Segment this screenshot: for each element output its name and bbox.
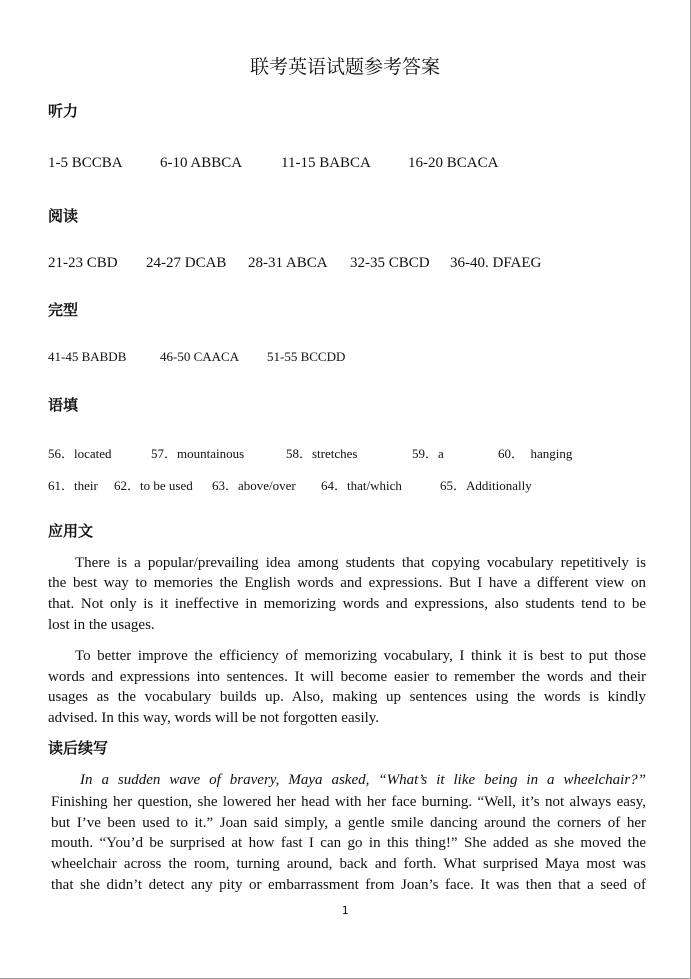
- heading-reading: 阅读: [48, 207, 79, 225]
- answer-group: 46-50 CAACA: [160, 349, 240, 364]
- answer-item: 57．mountainous: [151, 446, 245, 461]
- cloze-answers: [48, 333, 345, 365]
- paragraph-line: There is a popular/prevailing idea among students that copying vocabulary repetitively is: [75, 555, 646, 571]
- answer-item: 65．Additionally: [440, 478, 532, 493]
- answer-group: 28-31 ABCA: [248, 255, 328, 271]
- heading-cloze: 完型: [48, 301, 79, 319]
- answer-group: 6-10 ABBCA: [160, 155, 243, 171]
- paragraph-line: that. Not only is it ineffective in memorizing words and expressions, also students tend to be: [48, 596, 646, 612]
- paragraph-line: In a sudden wave of bravery, Maya asked, “What’s it like being in a wheelchair?”: [80, 772, 646, 788]
- answer-group: 21-23 CBD: [48, 255, 118, 271]
- paragraph-line: To better improve the efficiency of memorizing vocabulary, I think it is best to put those: [75, 648, 646, 664]
- paragraph-line: wheelchair across the room, turning around, back and forth. What surprised Maya most was: [51, 856, 646, 872]
- page-title: 联考英语试题参考答案: [249, 56, 440, 78]
- answer-item: 61．their: [48, 478, 98, 493]
- answer-item: 59．a: [412, 446, 444, 461]
- answer-group: 11-15 BABCA: [281, 155, 371, 171]
- listening-answers: [48, 138, 498, 172]
- paragraph-line: but I’ve been used to it.” Joan said simply, a gentle smile dancing around the corners of her: [51, 815, 646, 831]
- reading-answers: [48, 238, 541, 272]
- answer-group: 51-55 BCCDD: [267, 349, 346, 364]
- paragraph-line: mouth. “You’d be surprised at how fast I can go in this thing!” She added as she moved the: [51, 835, 646, 851]
- answer-group: 16-20 BCACA: [408, 155, 499, 171]
- heading-writing: 应用文: [48, 522, 94, 540]
- heading-continuation: 读后续写: [48, 739, 109, 757]
- answer-group: 24-27 DCAB: [146, 255, 227, 271]
- answer-group: 32-35 CBCD: [350, 255, 430, 271]
- paragraph-line: Finishing her question, she lowered her head with her face burning. “Well, it’s not always easy,: [51, 794, 646, 810]
- grammar-answers-row2: [48, 459, 532, 494]
- answer-item: 63．above/over: [212, 478, 296, 493]
- heading-grammar: 语填: [48, 396, 79, 414]
- answer-group: 41-45 BABDB: [48, 349, 127, 364]
- answer-group: 1-5 BCCBA: [48, 155, 123, 171]
- answer-item: 60． hanging: [498, 446, 573, 461]
- page-number: 1: [341, 904, 349, 917]
- paragraph-line: words and expressions into sentences. It will become easier to remember the words and their: [48, 669, 646, 685]
- grammar-answers-row1: [48, 427, 572, 462]
- paragraph-line: usages as the vocabulary builds up. Also, making up sentences using the words is kindly: [48, 689, 646, 705]
- answer-group: 36-40. DFAEG: [450, 255, 542, 271]
- answer-item: 62．to be used: [114, 478, 193, 493]
- paragraph-line: that she didn’t detect any pity or embarrassment from Joan’s face. It was then that a seed of: [51, 877, 646, 893]
- paragraph-line: lost in the usages.: [48, 617, 155, 633]
- paragraph-line: advised. In this way, words will be not forgotten easily.: [48, 710, 380, 726]
- paragraph-line: the best way to memories the English words and expressions. But I have a different view on: [48, 575, 646, 591]
- heading-listening: 听力: [48, 102, 79, 120]
- answer-item: 56．located: [48, 446, 112, 461]
- answer-item: 58．stretches: [286, 446, 358, 461]
- answer-item: 64．that/which: [321, 478, 402, 493]
